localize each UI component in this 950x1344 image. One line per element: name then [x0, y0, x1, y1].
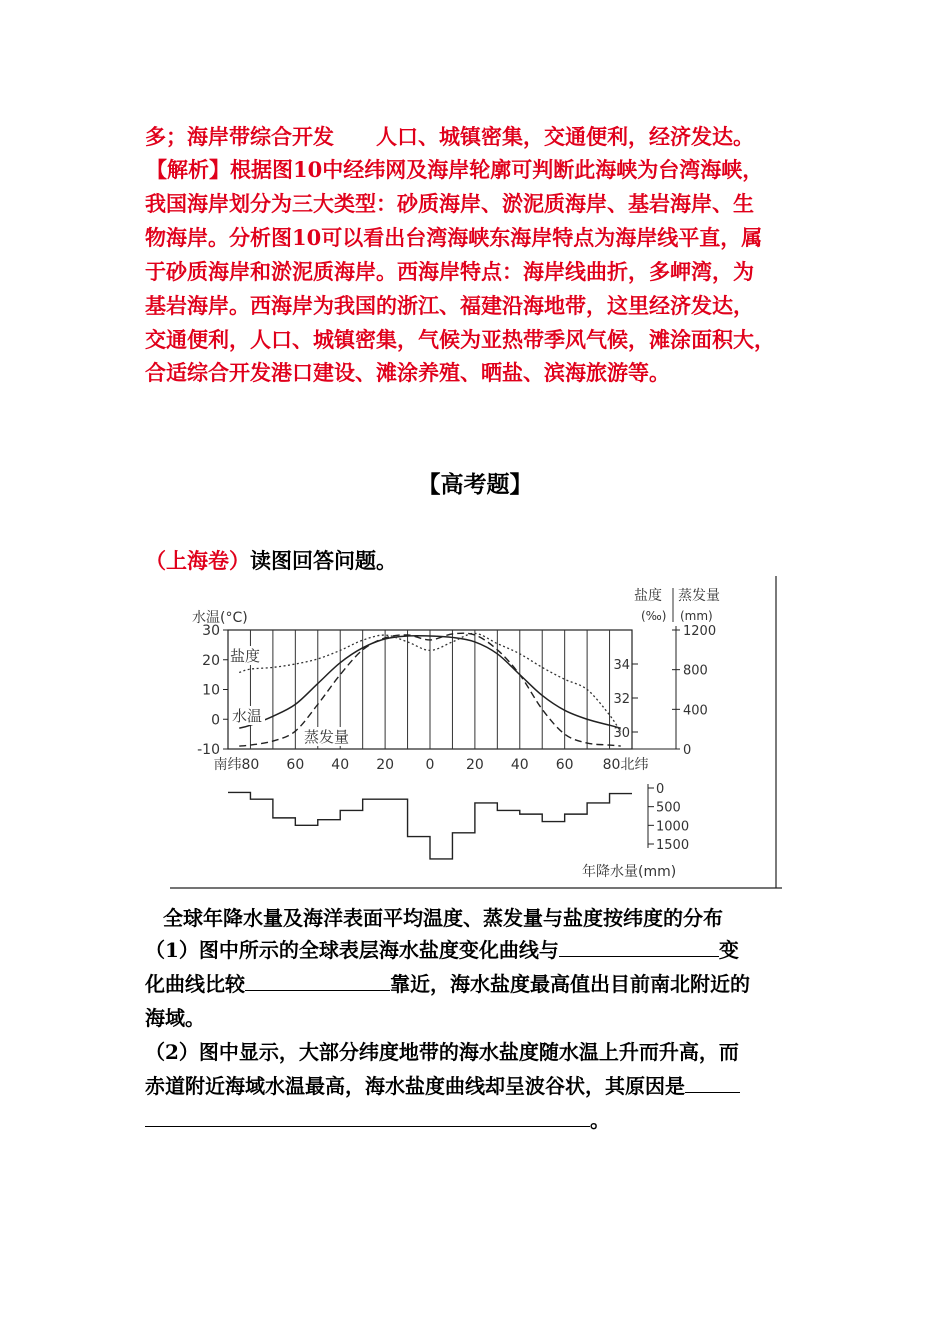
x-tick-label: 20 — [465, 757, 484, 773]
x-tick-label: 20 — [376, 757, 395, 773]
precip-axis-tick-label: 0 — [656, 782, 665, 797]
left-axis-tick-label: -10 — [197, 742, 220, 758]
precip-axis-tick-label: 1500 — [656, 838, 690, 853]
precip-axis-tick-label: 500 — [656, 800, 681, 816]
evaporation-axis-unit: (mm) — [680, 609, 713, 623]
question-1-line-1 — [145, 934, 739, 963]
analysis-line-3: 物海岸。分析图10可以看出台湾海峡东海岸特点为海岸线平直，属 — [145, 225, 763, 250]
analysis-line-5: 基岩海岸。西海岸为我国的浙江、福建沿海地带，这里经济发达， — [145, 293, 754, 318]
question-source: （上海卷） — [145, 548, 250, 573]
analysis-line-4: 于砂质海岸和淤泥质海岸。西海岸特点：海岸线曲折，多岬湾，为 — [145, 259, 754, 284]
salinity-series-label: 盐度 — [230, 647, 261, 665]
analysis-line-1 — [146, 154, 763, 184]
analysis-label: 【解析】 — [146, 157, 230, 182]
evaporation-axis-label: 蒸发量 — [678, 588, 720, 604]
question-prompt: 读图回答问题。 — [250, 548, 397, 573]
section-title: 【高考题】 — [417, 471, 533, 498]
left-axis-tick-label: 0 — [211, 712, 220, 729]
q1-text-d: 靠近，海水盐度最高值出目前南北附近的 — [390, 972, 750, 996]
x-tick-label: 40 — [331, 757, 350, 773]
chart-figure — [170, 576, 782, 890]
analysis-text: 根据图10中经纬网及海岸轮廓可判断此海峡为台湾海峡， — [230, 157, 764, 182]
q1-text-b: 变 — [718, 938, 739, 962]
salinity-axis-tick-label: 34 — [613, 658, 630, 673]
q1-blank-1[interactable] — [559, 938, 719, 957]
question-2-line-2 — [145, 1070, 740, 1099]
question-1-line-2 — [145, 968, 750, 997]
question-1-line-3: 海域。 — [145, 1006, 205, 1030]
question-2-line-1: （2）图中显示，大部分纬度地带的海水盐度随水温上升而升高，而 — [145, 1040, 739, 1064]
precip-axis-tick-label: 1000 — [656, 819, 690, 835]
x-tick-label: 80北纬 — [602, 757, 649, 773]
x-tick-label: 40 — [510, 757, 529, 773]
evaporation-axis-tick-label: 400 — [683, 703, 708, 719]
analysis-line-2: 我国海岸划分为三大类型：砂质海岸、淤泥质海岸、基岩海岸、生 — [145, 191, 754, 216]
evaporation-axis-tick-label: 1200 — [683, 624, 717, 639]
evaporation-axis-tick-label: 0 — [683, 743, 692, 758]
q2-text: 赤道附近海域水温最高，海水盐度曲线却呈波谷状，其原因是 — [145, 1074, 685, 1098]
answer-line: 多；海岸带综合开发 人口、城镇密集，交通便利，经济发达。 — [145, 124, 754, 149]
x-tick-label: 南纬80 — [213, 757, 260, 773]
left-axis-tick-label: 10 — [202, 682, 220, 699]
q1-text-a: （1）图中所示的全球表层海水盐度变化曲线与 — [145, 938, 559, 962]
salinity-axis-label: 盐度 — [634, 588, 662, 604]
x-tick-label: 60 — [286, 757, 305, 773]
left-axis-tick-label: 20 — [202, 652, 220, 669]
analysis-line-7: 合适综合开发港口建设、滩涂养殖、晒盐、滨海旅游等。 — [145, 360, 670, 385]
left-axis-tick-label: 30 — [202, 623, 220, 639]
temperature-series-label: 水温 — [232, 707, 263, 725]
analysis-line-6: 交通便利，人口、城镇密集，气候为亚热带季风气候，滩涂面积大， — [145, 327, 775, 352]
left-axis-label: 水温(°C) — [192, 610, 248, 626]
figure-caption: 全球年降水量及海洋表面平均温度、蒸发量与盐度按纬度的分布 — [163, 906, 723, 930]
precip-axis-label: 年降水量(mm) — [582, 864, 677, 880]
q1-text-c: 化曲线比较 — [145, 972, 245, 996]
q1-blank-2[interactable] — [245, 972, 390, 991]
x-tick-label: 60 — [555, 757, 574, 773]
q2-blank-1[interactable] — [685, 1074, 740, 1093]
evaporation-series-label: 蒸发量 — [304, 728, 350, 746]
salinity-axis-tick-label: 30 — [613, 726, 630, 741]
chart-svg — [170, 576, 782, 890]
salinity-axis-unit: (‰) — [641, 609, 667, 623]
q2-blank-2[interactable] — [145, 1108, 590, 1127]
q2-end: 。 — [590, 1108, 610, 1132]
x-tick-label: 0 — [425, 757, 435, 773]
question-intro — [145, 545, 397, 575]
salinity-axis-tick-label: 32 — [613, 692, 630, 707]
question-2-line-3 — [145, 1104, 610, 1133]
precipitation-step-line — [228, 792, 632, 858]
evaporation-axis-tick-label: 800 — [683, 663, 708, 679]
